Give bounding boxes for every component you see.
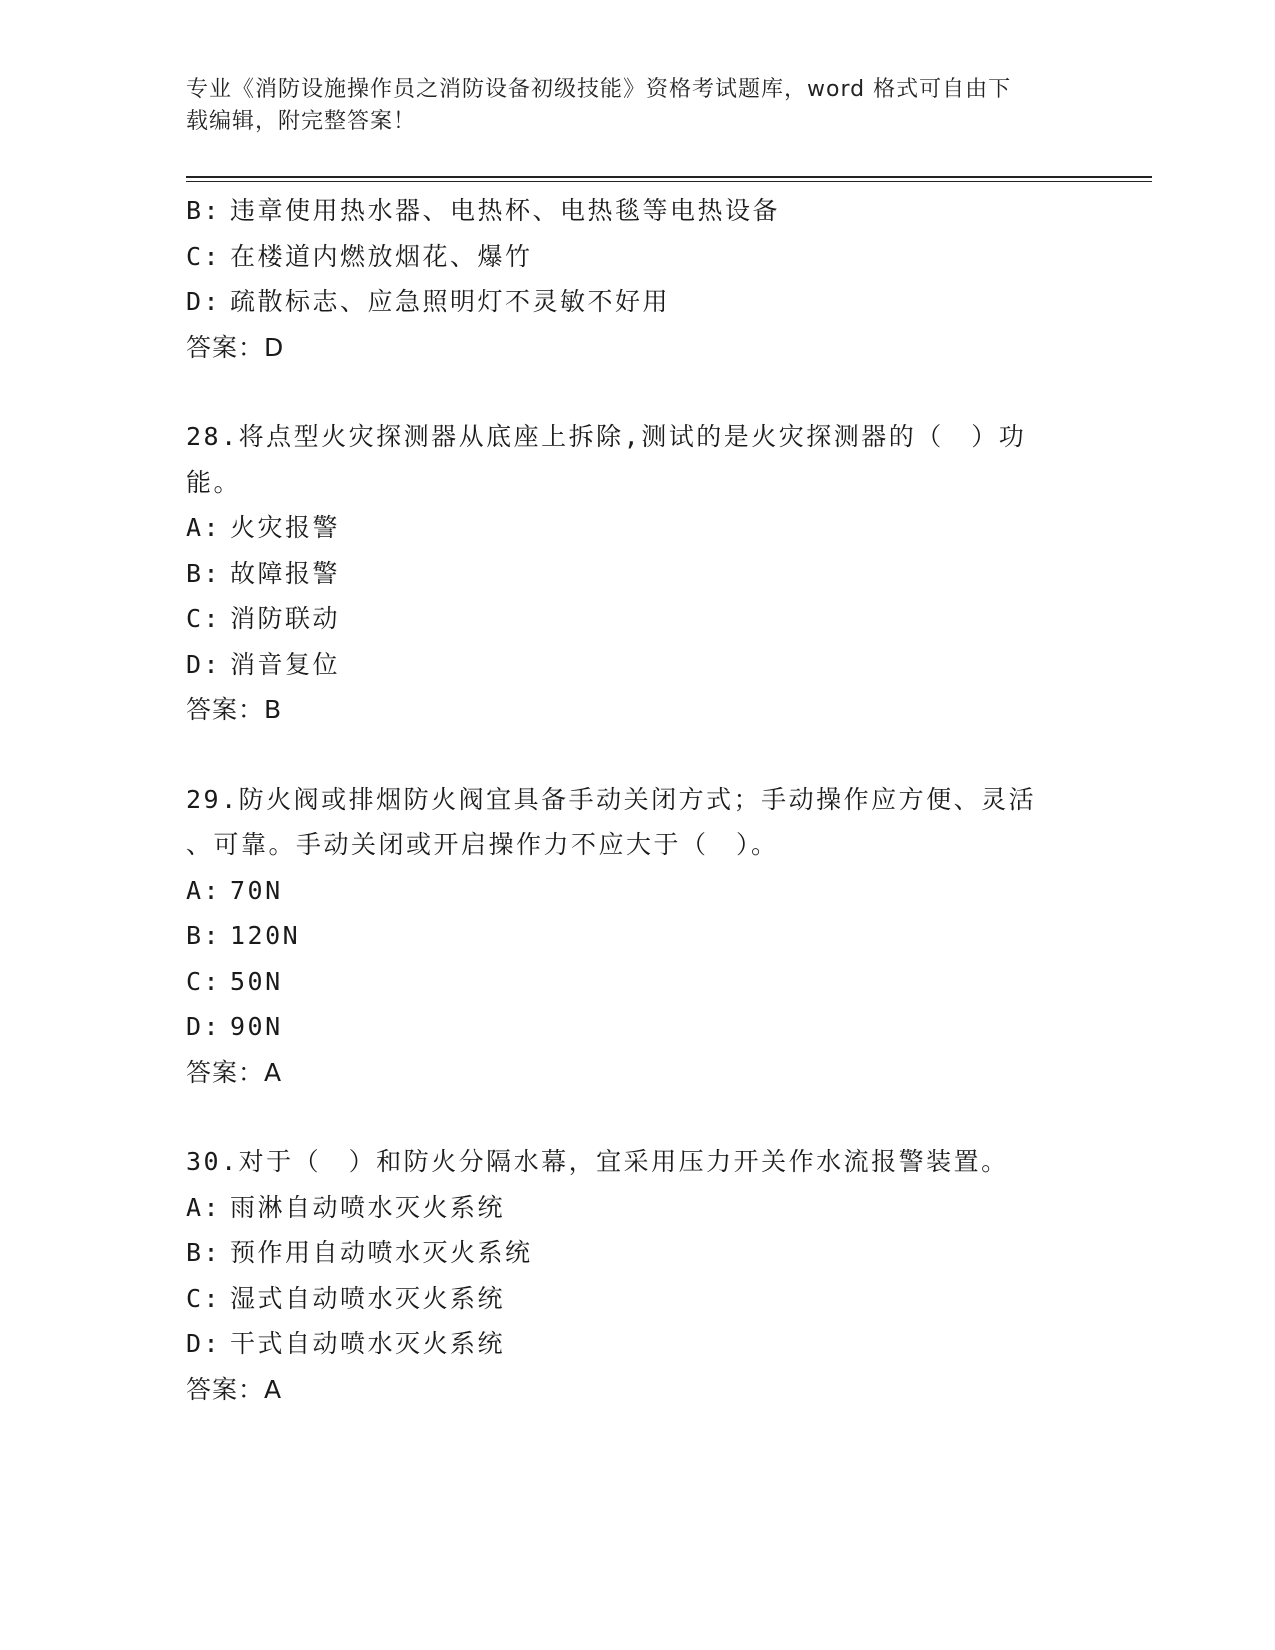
option-label: A: (186, 875, 222, 905)
option-a (186, 505, 1086, 551)
question-text-line-1: 29.防火阀或排烟防火阀宜具备手动关闭方式；手动操作应方便、灵活 (186, 784, 1037, 814)
option-text: 50N (230, 966, 283, 996)
question-text-line-2: 、可靠。手动关闭或开启操作力不应大于（ ）。 (186, 830, 779, 859)
option-label: B: (186, 921, 222, 950)
option-b (186, 188, 1086, 234)
answer-line: 答案：B (186, 695, 283, 724)
option-label: D: (186, 1012, 222, 1041)
answer-line: 答案：A (186, 1057, 283, 1087)
option-d (186, 1004, 1086, 1050)
option-text: 火灾报警 (230, 513, 341, 542)
option-label: B: (186, 558, 222, 588)
option-text: 90N (230, 1012, 283, 1041)
option-b (186, 913, 1086, 959)
header-line-1: 专业《消防设施操作员之消防设备初级技能》资格考试题库，word 格式可自由下 (186, 77, 1012, 102)
option-text: 湿式自动喷水灭火系统 (230, 1283, 506, 1313)
option-label: A: (186, 1192, 222, 1222)
question-text-line-1: 28.将点型火灾探测器从底座上拆除,测试的是火灾探测器的（ ）功 (186, 422, 1027, 451)
spacer (186, 370, 1086, 414)
answer-line: 答案：D (186, 332, 285, 362)
option-c (186, 234, 1086, 280)
option-a (186, 868, 1086, 914)
option-label: C: (186, 241, 222, 271)
option-label: C: (186, 966, 222, 996)
option-label: A: (186, 513, 222, 542)
answer-line: 答案：A (186, 1374, 283, 1404)
option-text: 干式自动喷水灭火系统 (230, 1329, 506, 1358)
option-d (186, 1321, 1086, 1367)
option-d (186, 279, 1086, 325)
option-text: 疏散标志、应急照明灯不灵敏不好用 (230, 287, 671, 316)
question-block-30 (186, 1139, 1086, 1412)
option-c (186, 959, 1086, 1005)
option-label: D: (186, 287, 222, 316)
option-a (186, 1185, 1086, 1231)
option-label: C: (186, 604, 222, 633)
option-text: 消防联动 (230, 604, 341, 633)
spacer (186, 733, 1086, 777)
question-block-29 (186, 777, 1086, 1096)
option-text: 预作用自动喷水灭火系统 (230, 1238, 533, 1267)
header-rule-thin (186, 181, 1152, 182)
option-label: D: (186, 1329, 222, 1358)
option-text: 雨淋自动喷水灭火系统 (230, 1192, 506, 1222)
option-text: 消音复位 (230, 649, 341, 679)
option-label: B: (186, 196, 222, 225)
header-line-2: 载编辑，附完整答案！ (186, 109, 417, 134)
option-label: B: (186, 1238, 222, 1267)
option-text: 120N (230, 921, 301, 950)
option-c (186, 596, 1086, 642)
question-text-line-1: 30.对于（ ）和防火分隔水幕，宜采用压力开关作水流报警装置。 (186, 1147, 1009, 1176)
document-header (186, 74, 1066, 138)
option-b (186, 1230, 1086, 1276)
question-list (186, 188, 1086, 1412)
spacer (186, 1095, 1086, 1139)
question-block-28 (186, 414, 1086, 733)
option-label: C: (186, 1283, 222, 1313)
option-text: 在楼道内燃放烟花、爆竹 (230, 241, 533, 271)
option-d (186, 642, 1086, 688)
option-text: 故障报警 (230, 558, 341, 588)
option-text: 违章使用热水器、电热杯、电热毯等电热设备 (230, 196, 781, 225)
question-text-line-2: 能。 (186, 467, 242, 497)
option-b (186, 551, 1086, 597)
option-label: D: (186, 649, 222, 679)
question-block-27 (186, 188, 1086, 370)
option-c (186, 1276, 1086, 1322)
option-text: 70N (230, 875, 283, 905)
header-rule-thick (186, 176, 1152, 178)
